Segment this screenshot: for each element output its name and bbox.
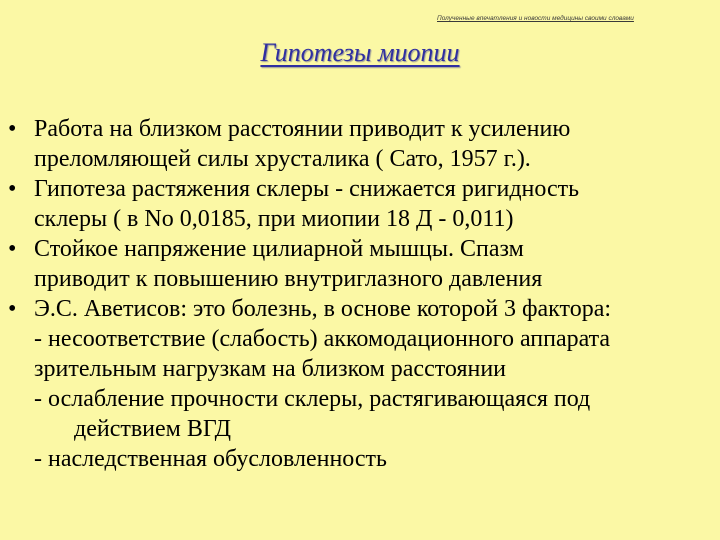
bullet-item-avetisov bbox=[8, 294, 718, 474]
bullet-line: Э.С. Аветисов: это болезнь, в основе которой 3 фактора: bbox=[34, 296, 612, 322]
bullet-line: - наследственная обусловленность bbox=[34, 446, 387, 472]
bullet-icon: • bbox=[8, 116, 17, 142]
bullet-list bbox=[8, 114, 718, 474]
bullet-line: склеры ( в No 0,0185, при миопии 18 Д - 0,011) bbox=[34, 206, 514, 232]
bullet-icon: • bbox=[8, 236, 17, 262]
slide-title: Гипотезы миопии bbox=[260, 38, 460, 67]
bullet-line: зрительным нагрузкам на близком расстоянии bbox=[34, 356, 507, 382]
bullet-item-work-near bbox=[8, 114, 718, 174]
bullet-line: - несоответствие (слабость) аккомодационного аппарата bbox=[34, 326, 611, 352]
bullet-line: Стойкое напряжение цилиарной мышцы. Спазм bbox=[34, 236, 524, 262]
bullet-line: Гипотеза растяжения склеры - снижается ригидность bbox=[34, 176, 580, 202]
bullet-icon: • bbox=[8, 296, 17, 322]
bullet-line: преломляющей силы хрусталика ( Сато, 1957 г.). bbox=[34, 146, 531, 172]
bullet-line: приводит к повышению внутриглазного давления bbox=[34, 266, 543, 292]
bullet-icon: • bbox=[8, 176, 17, 202]
bullet-line: Работа на близком расстоянии приводит к усилению bbox=[34, 116, 571, 142]
bullet-line: действием ВГД bbox=[74, 416, 232, 442]
header-link[interactable]: Полученные впечатления и новости медицины своими словами bbox=[437, 15, 634, 22]
bullet-item-ciliary-tension bbox=[8, 234, 718, 294]
bullet-item-sclera-stretch bbox=[8, 174, 718, 234]
bullet-line: - ослабление прочности склеры, растягивающаяся под bbox=[34, 386, 591, 412]
